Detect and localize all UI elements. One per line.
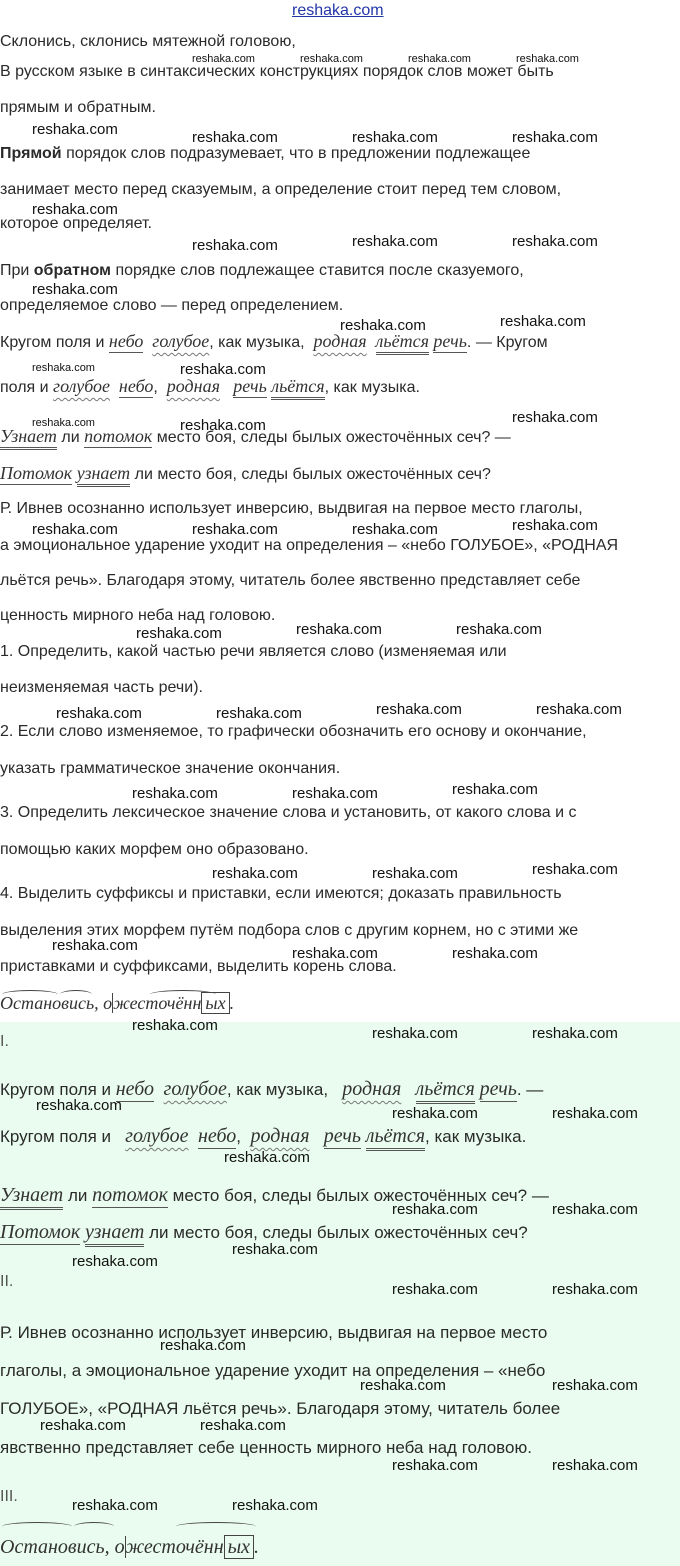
predicate-word: льётся (366, 1125, 425, 1151)
watermark: reshaka.com (512, 233, 598, 250)
predicate-word: Узнает (0, 426, 57, 450)
site-link[interactable]: reshaka.com (292, 2, 384, 19)
inverse-order-text: При обратном порядке слов подлежащее ставится после сказуемого, (0, 262, 524, 279)
watermark: reshaka.com (512, 409, 598, 426)
watermark: reshaka.com (392, 1281, 478, 1298)
step-item: указать грамматическое значение окончания. (0, 760, 341, 777)
watermark: reshaka.com (292, 945, 378, 962)
subject-word: потомок (84, 426, 153, 446)
step-item: приставками и суффиксами, выделить корень слова. (0, 958, 397, 975)
subject-word: Потомок (0, 463, 73, 483)
watermark: reshaka.com (392, 1105, 478, 1122)
section-number: III. (0, 1488, 18, 1505)
attribute-word: голубое (152, 331, 210, 351)
intro-text: прямым и обратным. (0, 99, 156, 116)
example-sentence: Кругом поля и небо голубое, как музыка, родная льётся речь. — (0, 1078, 543, 1101)
watermark: reshaka.com (512, 129, 598, 146)
subject-word: потомок (92, 1184, 168, 1206)
analysis-text: ценность мирного неба над головою. (0, 607, 276, 624)
analysis-text: глаголы, а эмоциональное ударение уходит на определения – «небо (0, 1361, 546, 1380)
watermark: reshaka.com (192, 237, 278, 254)
watermark: reshaka.com (232, 1497, 318, 1514)
example-sentence: Кругом поля и небо голубое, как музыка, родная льётся речь. — Кругом (0, 331, 548, 353)
watermark: reshaka.com (452, 945, 538, 962)
watermark: reshaka.com (372, 1025, 458, 1042)
watermark: reshaka.com (372, 865, 458, 882)
watermark: reshaka.com (132, 1017, 218, 1034)
watermark: reshaka.com (224, 1149, 310, 1166)
watermark: reshaka.com (132, 785, 218, 802)
morpheme-parse: Остановись, ожесточённ ых . (0, 1536, 260, 1558)
watermark: reshaka.com (500, 313, 586, 330)
step-item: помощью каких морфем оно образовано. (0, 841, 309, 858)
watermark: reshaka.com (136, 625, 222, 642)
watermark: reshaka.com (352, 521, 438, 538)
root-arc (2, 1522, 72, 1531)
direct-order-text: которое определяет. (0, 215, 152, 232)
predicate-word: узнает (85, 1221, 144, 1247)
watermark: reshaka.com (552, 1281, 638, 1298)
example-sentence: Кругом поля и голубое небо, родная речь льётся, как музыка. (0, 1125, 526, 1148)
watermark: reshaka.com (32, 281, 118, 298)
watermark: reshaka.com (160, 1337, 246, 1354)
watermark: reshaka.com (552, 1201, 638, 1218)
watermark: reshaka.com (32, 417, 95, 429)
subject-word: речь (323, 1125, 361, 1147)
watermark: reshaka.com (200, 1417, 286, 1434)
poem-line: Склонись, склонись мятежной головою, (0, 33, 296, 50)
section-number: I. (0, 1033, 9, 1050)
watermark: reshaka.com (40, 1417, 126, 1434)
example-sentence: Узнает ли потомок место боя, следы былых ожесточённых сеч? — (0, 1184, 549, 1207)
step-item: 3. Определить лексическое значение слова и установить, от какого слова и с (0, 804, 577, 821)
attribute-word: голубое (53, 376, 111, 396)
watermark: reshaka.com (292, 785, 378, 802)
watermark: reshaka.com (360, 1377, 446, 1394)
analysis-text: ГОЛУБОЕ», «РОДНАЯ льётся речь». Благодаря этому, читатель более (0, 1399, 561, 1418)
watermark: reshaka.com (192, 129, 278, 146)
predicate-word: Узнает (0, 1184, 63, 1210)
analysis-text: Р. Ивнев осознанно использует инверсию, выдвигая на первое место (0, 1323, 548, 1342)
step-item: неизменяемая часть речи). (0, 679, 203, 696)
step-item: выделения этих морфем путём подбора слов с другим корнем, но с этими же (0, 922, 579, 939)
root-arc (176, 1522, 256, 1531)
analysis-text: явственно представляет себе ценность мирного неба над головою. (0, 1438, 532, 1457)
watermark: reshaka.com (552, 1377, 638, 1394)
watermark: reshaka.com (392, 1201, 478, 1218)
watermark: reshaka.com (32, 362, 95, 374)
example-sentence: Узнает ли потомок место боя, следы былых ожесточённых сеч? — (0, 426, 511, 448)
step-item: 4. Выделить суффиксы и приставки, если имеются; доказать правильность (0, 885, 562, 902)
watermark: reshaka.com (72, 1497, 158, 1514)
predicate-word: льётся (271, 376, 324, 400)
subject-word: небо (108, 331, 144, 351)
step-item: 2. Если слово изменяемое, то графически обозначить его основу и окончание, (0, 723, 587, 740)
direct-order-text: занимает место перед сказуемым, а определение стоит перед тем словом, (0, 181, 562, 198)
intro-text: В русском языке в синтаксических конструкциях порядок слов может быть (0, 63, 554, 80)
watermark: reshaka.com (536, 701, 622, 718)
example-sentence: Потомок узнает ли место боя, следы былых ожесточённых сеч? (0, 1221, 528, 1244)
watermark: reshaka.com (192, 521, 278, 538)
watermark: reshaka.com (452, 781, 538, 798)
subject-word: речь (479, 1078, 517, 1100)
attribute-word: родная (342, 1078, 402, 1100)
attribute-word: родная (250, 1125, 310, 1147)
subject-word: небо (118, 376, 154, 396)
subject-word: небо (115, 1078, 155, 1100)
watermark: reshaka.com (52, 937, 138, 954)
step-item: 1. Определить, какой частью речи является слово (изменяемая или (0, 643, 507, 660)
attribute-word: голубое (163, 1078, 227, 1100)
watermark: reshaka.com (408, 53, 471, 65)
watermark: reshaka.com (516, 53, 579, 65)
watermark: reshaka.com (300, 53, 363, 65)
predicate-word: льётся (376, 331, 429, 355)
watermark: reshaka.com (36, 1097, 122, 1114)
attribute-word: голубое (125, 1125, 189, 1147)
direct-order-text: Прямой порядок слов подразумевает, что в предложении подлежащее (0, 145, 531, 162)
subject-word: Потомок (0, 1221, 81, 1243)
subject-word: речь (433, 331, 467, 351)
attribute-word: родная (313, 331, 367, 351)
watermark: reshaka.com (392, 1457, 478, 1474)
watermark: reshaka.com (376, 701, 462, 718)
suffix-arc (74, 1522, 114, 1531)
watermark: reshaka.com (32, 201, 118, 218)
watermark: reshaka.com (212, 865, 298, 882)
predicate-word: льётся (416, 1078, 475, 1104)
watermark: reshaka.com (32, 521, 118, 538)
watermark: reshaka.com (552, 1105, 638, 1122)
predicate-word: узнает (77, 463, 130, 487)
watermark: reshaka.com (216, 705, 302, 722)
watermark: reshaka.com (532, 861, 618, 878)
ending-box: ых (224, 1535, 254, 1559)
watermark: reshaka.com (552, 1457, 638, 1474)
section-number: II. (0, 1273, 14, 1290)
example-sentence: поля и голубое небо, родная речь льётся, как музыка. (0, 376, 420, 398)
watermark: reshaka.com (352, 233, 438, 250)
subject-word: речь (233, 376, 267, 396)
watermark: reshaka.com (296, 621, 382, 638)
analysis-text: Р. Ивнев осознанно использует инверсию, выдвигая на первое место глаголы, (0, 500, 583, 517)
example-sentence: Потомок узнает ли место боя, следы былых ожесточённых сеч? (0, 463, 491, 485)
watermark: reshaka.com (352, 129, 438, 146)
watermark: reshaka.com (56, 705, 142, 722)
analysis-text: льётся речь». Благодаря этому, читатель более явственно представляет себе (0, 572, 581, 589)
watermark: reshaka.com (32, 121, 118, 138)
analysis-text: а эмоциональное ударение уходит на определения – «небо ГОЛУБОЕ», «РОДНАЯ (0, 537, 619, 554)
watermark: reshaka.com (180, 417, 266, 434)
inverse-order-text: определяемое слово — перед определением. (0, 297, 344, 314)
watermark: reshaka.com (512, 517, 598, 534)
watermark: reshaka.com (340, 317, 426, 334)
attribute-word: родная (166, 376, 220, 396)
watermark: reshaka.com (180, 361, 266, 378)
watermark: reshaka.com (232, 1241, 318, 1258)
ending-box: ых (201, 992, 229, 1014)
morpheme-parse: Остановись, ожесточённ ых . (0, 993, 235, 1013)
subject-word: небо (197, 1125, 237, 1147)
watermark: reshaka.com (456, 621, 542, 638)
watermark: reshaka.com (532, 1025, 618, 1042)
watermark: reshaka.com (72, 1253, 158, 1270)
watermark: reshaka.com (192, 53, 255, 65)
